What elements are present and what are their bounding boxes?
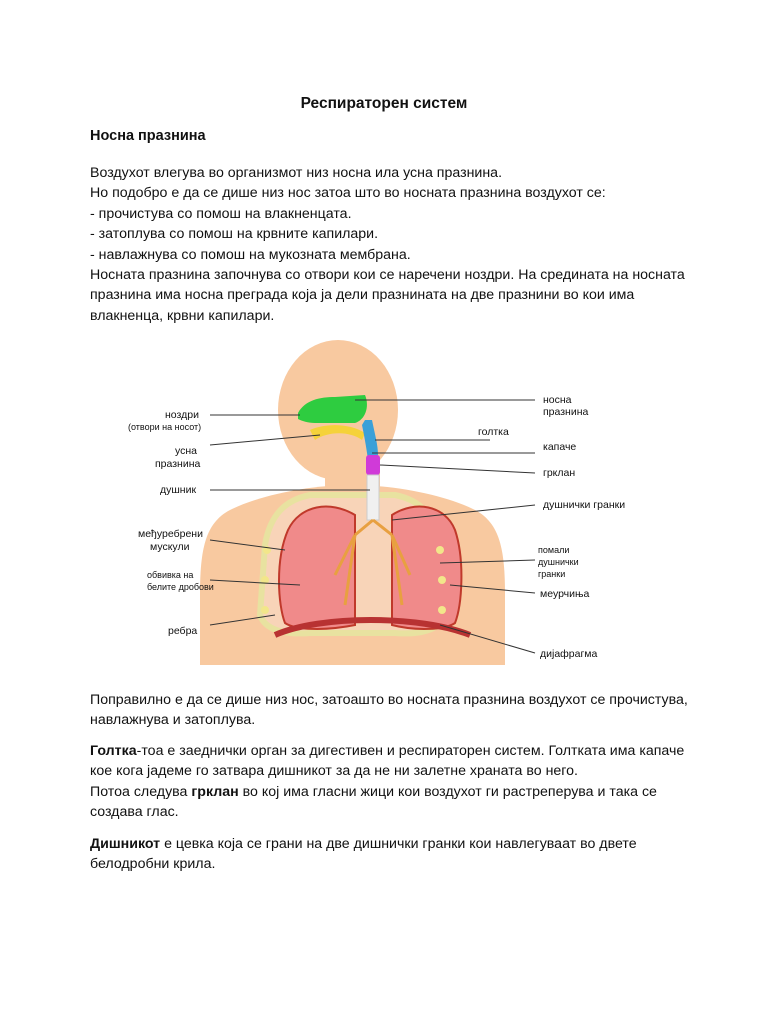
intro-line: - навлажнува со помош на мукозната мембрана. [90,246,411,263]
larynx [366,455,380,475]
label-pomali-1: помали [538,545,570,555]
label-pomali-2: душнички [538,557,579,567]
intro-line: Носната празнина започнува со отвори кои се наречени ноздри. На средината на носната [90,267,685,284]
right-lung [392,507,461,629]
text-segment: е цевка која се грани на две дишнички гранки кои навлегуваат во двете [160,836,637,852]
label-obvivka-2: белите дробови [147,582,214,592]
respiratory-diagram [110,335,630,675]
label-usna-1: усна [175,445,198,457]
label-obvivka-1: обвивка на [147,570,194,580]
intro-line: празнина има носна преграда која ја дели празнината на две празнини во кои има [90,287,635,304]
paragraph-line: навлажнува и затоплува. [90,712,256,729]
label-nozdri: ноздри [165,409,199,421]
rib-dot [261,606,269,614]
text-segment: -тоа е заеднички орган за дигестивен и респираторен систем. Голтката има капаче [136,743,685,759]
text-segment: Потоа следува [90,783,192,800]
section-heading: Носна празнина [90,128,206,144]
rib-dot [438,606,446,614]
paragraph-line [90,834,690,854]
label-megjurebreni-1: међуребрени [138,528,203,540]
label-megjurebreni-2: мускули [150,541,190,553]
label-usna-2: празнина [155,458,201,470]
term-dishnikot: Дишникот [90,836,161,852]
paragraph-line: кое кога јадеме го затвара дишникот за да не ни залетне храната во него. [90,763,578,780]
paragraph-line: белодробни крила. [90,856,216,873]
term-goltka: Голтка [90,743,137,759]
paragraph-line [90,741,690,761]
paragraph-line: Поправилно е да се дише низ нос, затоашто во носната празнина воздухот се прочистува, [90,692,688,708]
paragraph-nose-breathing [90,690,690,731]
label-dijafragma: дијафрагма [540,648,598,660]
label-nosna-1: носна [543,394,572,406]
label-grklan: грклан [543,467,576,479]
paragraph-pharynx [90,741,690,823]
intro-line: - прочистува со помош на влакненцата. [90,205,352,222]
label-pomali-3: гранки [538,569,566,579]
intro-line: Но подобро е да се дише низ нос затоа што во носната празнина воздухот се: [90,185,606,202]
paragraph-line: создава глас. [90,804,179,821]
paragraph-trachea [90,834,690,875]
text-segment: во кој има гласни жици кои воздухот ги растреперува и така се [238,783,657,800]
left-lung [279,507,355,629]
page-title: Респираторен систем [300,95,468,112]
intro-line: Воздухот влегува во организмот низ носна ила усна празнина. [90,165,503,181]
label-meurchinja: меурчиња [540,588,590,600]
paragraph-line [90,782,690,802]
label-nosna-2: празнина [543,406,589,418]
rib-dot [438,576,446,584]
label-rebra: ребра [168,625,198,637]
trachea [367,475,379,520]
intro-line: влакненца, крвни капилари. [90,307,275,324]
label-dishnichki: душнички гранки [543,499,626,511]
label-dishnik: душник [160,484,197,496]
label-kapache: капаче [543,441,577,453]
intro-paragraph [90,163,690,326]
rib-dot [436,546,444,554]
term-grklan: грклан [191,783,239,800]
label-goltka: голтка [478,426,509,438]
intro-line: - затоплува со помош на крвните капилари. [90,226,379,243]
label-nozdri-sub: (отвори на носот) [128,422,202,432]
